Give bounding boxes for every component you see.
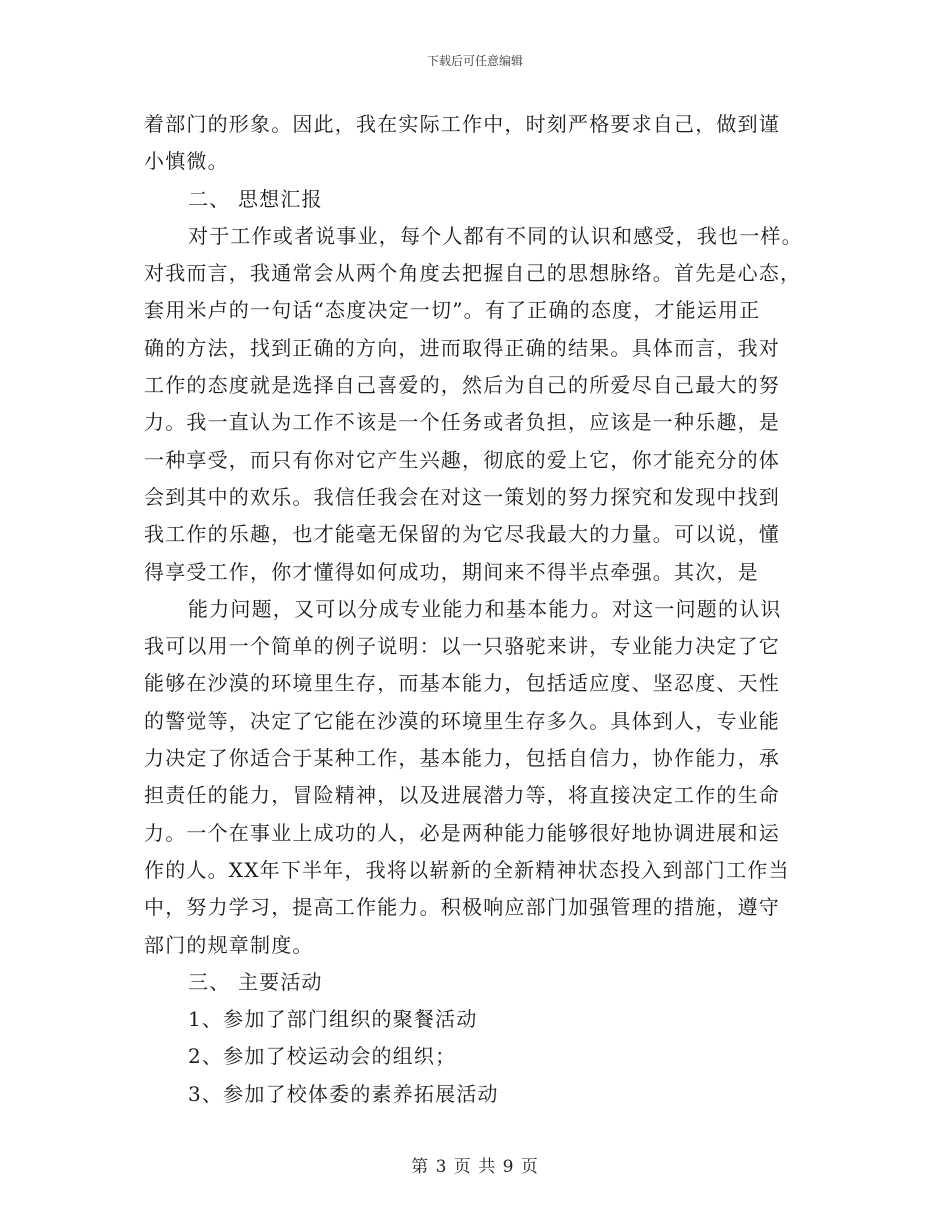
text-line: 的警觉等，决定了它能在沙漠的环境里生存多久。具体到人，专业能 [144, 708, 780, 733]
text-line: 能力问题，又可以分成专业能力和基本能力。对这一问题的认识 [188, 596, 782, 621]
text-line: 确的方法，找到正确的方向，进而取得正确的结果。具体而言，我对 [144, 335, 780, 360]
text-line: 担责任的能力，冒险精神，以及进展潜力等，将直接决定工作的生命 [144, 783, 780, 808]
text-line: 部门的规章制度。 [144, 932, 314, 957]
text-line: 3、参加了校体委的素养拓展活动 [188, 1081, 499, 1106]
text-line: 我工作的乐趣，也才能毫无保留的为它尽我最大的力量。可以说，懂 [144, 522, 780, 547]
text-line: 会到其中的欢乐。我信任我会在对这一策划的努力探究和发现中找到 [144, 484, 780, 509]
text-line: 我可以用一个简单的例子说明：以一只骆驼来讲，专业能力决定了它 [144, 634, 780, 659]
text-line: 二、 思想汇报 [188, 186, 323, 211]
text-line: 一种享受，而只有你对它产生兴趣，彻底的爱上它，你才能充分的体 [144, 447, 780, 472]
page-header: 下载后可任意编辑 [426, 54, 523, 68]
text-line: 工作的态度就是选择自己喜爱的，然后为自己的所爱尽自己最大的努 [144, 373, 780, 398]
text-line: 着部门的形象。因此，我在实际工作中，时刻严格要求自己，做到谨 [144, 112, 780, 136]
text-line: 对我而言，我通常会从两个角度去把握自己的思想脉络。首先是心态， [144, 261, 802, 286]
text-line: 能够在沙漠的环境里生存，而基本能力，包括适应度、坚忍度、天性 [144, 671, 780, 696]
text-line: 得享受工作，你才懂得如何成功，期间来不得半点牵强。其次，是 [144, 559, 759, 584]
text-line: 套用米卢的一句话“态度决定一切”。有了正确的态度，才能运用正 [144, 298, 761, 323]
text-line: 对于工作或者说事业，每个人都有不同的认识和感受，我也一样。 [188, 223, 803, 248]
text-line: 1、参加了部门组织的聚餐活动 [188, 1007, 478, 1032]
page-footer: 第 3 页 共 9 页 [411, 1157, 539, 1177]
text-line: 作的人。XX年下半年，我将以崭新的全新精神状态投入到部门工作当 [144, 857, 790, 882]
text-line: 力。我一直认为工作不该是一个任务或者负担，应该是一种乐趣，是 [144, 410, 780, 435]
text-line: 2、参加了校运动会的组织； [188, 1044, 457, 1069]
text-line: 力决定了你适合于某种工作，基本能力，包括自信力，协作能力，承 [144, 746, 780, 771]
document-body [144, 106, 804, 1113]
text-line: 小慎微。 [144, 149, 229, 174]
text-line: 力。一个在事业上成功的人，必是两种能力能够很好地协调进展和运 [144, 820, 780, 845]
text-line: 三、 主要活动 [188, 969, 323, 994]
text-line: 中，努力学习，提高工作能力。积极响应部门加强管理的措施，遵守 [144, 895, 780, 920]
